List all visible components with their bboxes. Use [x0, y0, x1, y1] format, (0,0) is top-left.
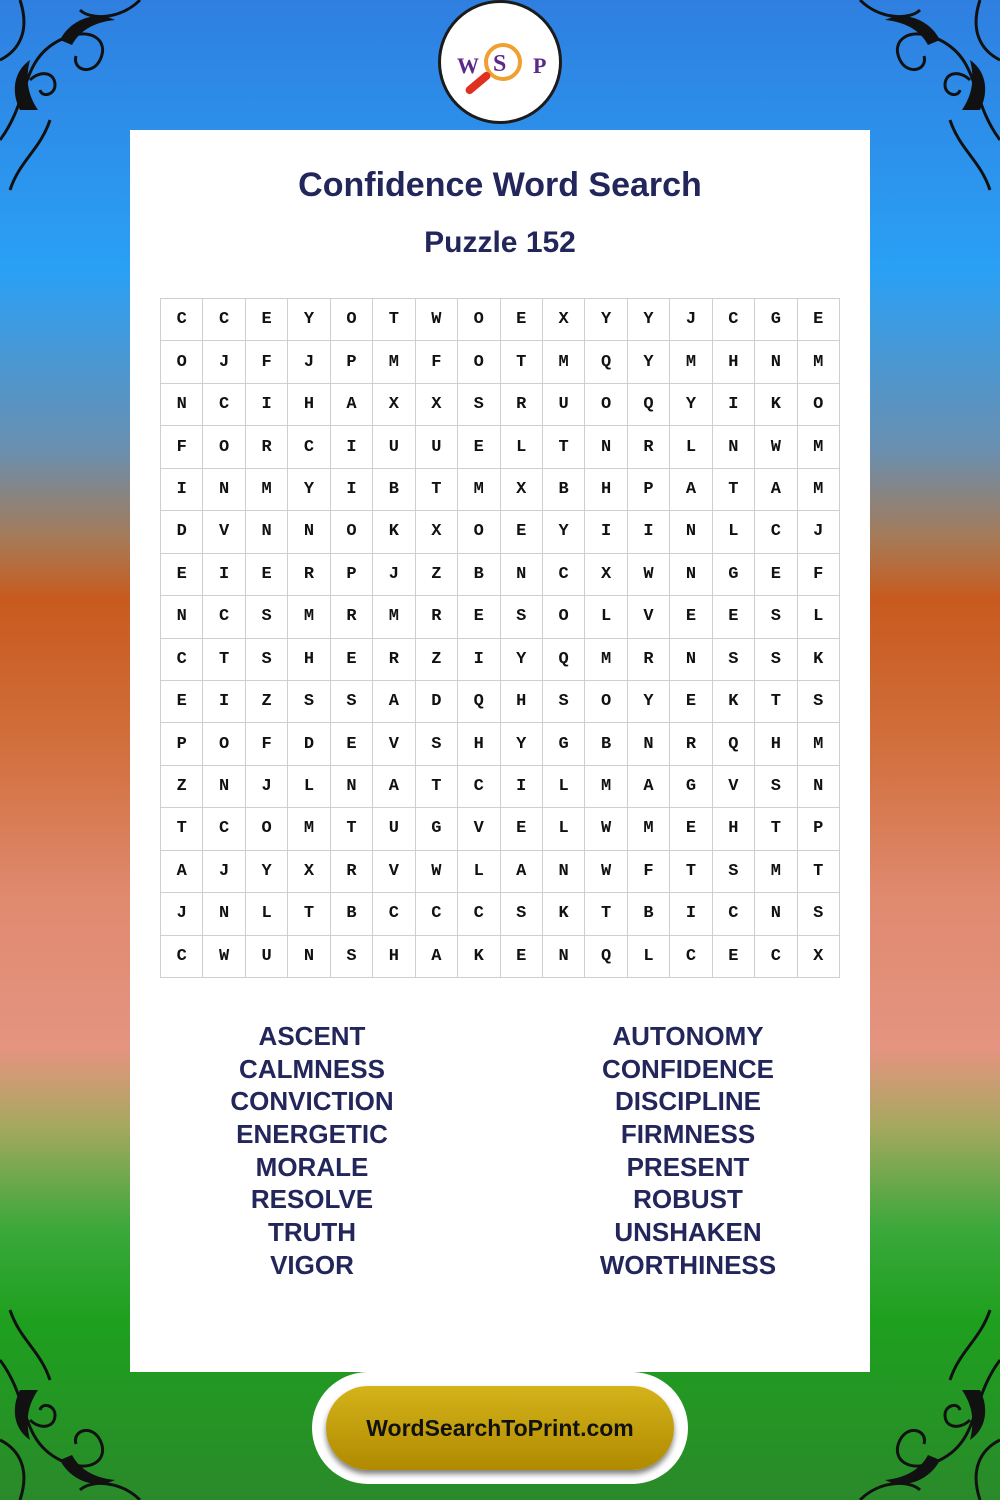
word-item: ROBUST: [633, 1184, 743, 1215]
grid-cell[interactable]: F: [246, 341, 288, 383]
grid-cell[interactable]: E: [501, 299, 543, 341]
grid-cell[interactable]: O: [458, 299, 500, 341]
grid-cell[interactable]: I: [246, 384, 288, 426]
grid-cell[interactable]: N: [755, 893, 797, 935]
grid-cell[interactable]: Y: [501, 639, 543, 681]
grid-cell[interactable]: P: [161, 723, 203, 765]
grid-cell[interactable]: S: [458, 384, 500, 426]
grid-cell[interactable]: P: [628, 469, 670, 511]
grid-cell[interactable]: N: [203, 766, 245, 808]
grid-cell[interactable]: H: [713, 341, 755, 383]
grid-cell[interactable]: S: [713, 851, 755, 893]
grid-cell[interactable]: D: [416, 681, 458, 723]
grid-cell[interactable]: H: [585, 469, 627, 511]
grid-cell[interactable]: Q: [458, 681, 500, 723]
grid-cell[interactable]: I: [203, 681, 245, 723]
word-item: CALMNESS: [239, 1053, 385, 1084]
grid-cell[interactable]: S: [246, 639, 288, 681]
grid-cell[interactable]: M: [246, 469, 288, 511]
grid-cell[interactable]: T: [416, 766, 458, 808]
grid-cell[interactable]: N: [203, 469, 245, 511]
grid-cell[interactable]: R: [416, 596, 458, 638]
grid-cell[interactable]: L: [501, 426, 543, 468]
grid-cell[interactable]: W: [585, 851, 627, 893]
word-item: PRESENT: [626, 1151, 750, 1182]
grid-cell[interactable]: M: [798, 723, 840, 765]
grid-cell[interactable]: T: [161, 808, 203, 850]
grid-cell[interactable]: R: [670, 723, 712, 765]
logo-letter-s: S: [493, 51, 507, 77]
grid-cell[interactable]: F: [416, 341, 458, 383]
grid-cell[interactable]: I: [331, 469, 373, 511]
grid-cell[interactable]: V: [203, 511, 245, 553]
grid-cell[interactable]: M: [288, 808, 330, 850]
grid-cell[interactable]: E: [755, 554, 797, 596]
grid-cell[interactable]: P: [331, 341, 373, 383]
grid-cell[interactable]: H: [288, 384, 330, 426]
grid-cell[interactable]: Y: [628, 299, 670, 341]
grid-cell[interactable]: I: [501, 766, 543, 808]
grid-cell[interactable]: M: [628, 808, 670, 850]
grid-cell[interactable]: B: [373, 469, 415, 511]
grid-cell[interactable]: C: [161, 936, 203, 978]
grid-cell[interactable]: K: [373, 511, 415, 553]
grid-cell[interactable]: I: [458, 639, 500, 681]
puzzle-sheet: [130, 130, 870, 1372]
logo-letter-p: P: [533, 53, 547, 78]
grid-cell[interactable]: L: [543, 766, 585, 808]
grid-cell[interactable]: H: [755, 723, 797, 765]
grid-cell[interactable]: T: [798, 851, 840, 893]
grid-cell[interactable]: W: [416, 299, 458, 341]
grid-cell[interactable]: E: [713, 936, 755, 978]
site-badge: [312, 1372, 688, 1484]
grid-cell[interactable]: Y: [628, 681, 670, 723]
grid-cell[interactable]: E: [161, 554, 203, 596]
grid-cell[interactable]: N: [246, 511, 288, 553]
grid-cell[interactable]: N: [331, 766, 373, 808]
grid-cell[interactable]: E: [798, 299, 840, 341]
word-item: CONVICTION: [230, 1086, 394, 1117]
grid-cell[interactable]: O: [458, 511, 500, 553]
grid-cell[interactable]: M: [288, 596, 330, 638]
grid-cell[interactable]: S: [501, 893, 543, 935]
grid-cell[interactable]: J: [798, 511, 840, 553]
grid-cell[interactable]: E: [501, 936, 543, 978]
grid-cell[interactable]: S: [755, 639, 797, 681]
grid-cell[interactable]: I: [713, 384, 755, 426]
grid-cell[interactable]: Z: [246, 681, 288, 723]
grid-cell[interactable]: W: [416, 851, 458, 893]
grid-cell[interactable]: Z: [416, 554, 458, 596]
grid-cell[interactable]: K: [543, 893, 585, 935]
grid-cell[interactable]: R: [288, 554, 330, 596]
grid-cell[interactable]: R: [331, 851, 373, 893]
grid-cell[interactable]: K: [798, 639, 840, 681]
grid-cell[interactable]: G: [543, 723, 585, 765]
grid-cell[interactable]: B: [331, 893, 373, 935]
grid-cell[interactable]: N: [670, 511, 712, 553]
grid-cell[interactable]: N: [161, 384, 203, 426]
grid-cell[interactable]: S: [416, 723, 458, 765]
grid-cell[interactable]: M: [373, 341, 415, 383]
grid-cell[interactable]: L: [670, 426, 712, 468]
grid-cell[interactable]: X: [373, 384, 415, 426]
grid-cell[interactable]: L: [246, 893, 288, 935]
grid-cell[interactable]: O: [798, 384, 840, 426]
grid-cell[interactable]: S: [798, 893, 840, 935]
grid-cell[interactable]: O: [331, 511, 373, 553]
grid-cell[interactable]: J: [203, 851, 245, 893]
grid-cell[interactable]: V: [713, 766, 755, 808]
grid-cell[interactable]: C: [161, 639, 203, 681]
grid-cell[interactable]: N: [798, 766, 840, 808]
grid-cell[interactable]: C: [755, 511, 797, 553]
grid-cell[interactable]: B: [585, 723, 627, 765]
grid-cell[interactable]: A: [755, 469, 797, 511]
grid-cell[interactable]: Y: [288, 299, 330, 341]
grid-cell[interactable]: X: [288, 851, 330, 893]
grid-cell[interactable]: K: [713, 681, 755, 723]
grid-cell[interactable]: N: [670, 554, 712, 596]
grid-cell[interactable]: N: [670, 639, 712, 681]
grid-cell[interactable]: Y: [288, 469, 330, 511]
grid-cell[interactable]: D: [161, 511, 203, 553]
grid-cell[interactable]: M: [755, 851, 797, 893]
grid-cell[interactable]: F: [628, 851, 670, 893]
grid-cell[interactable]: V: [373, 851, 415, 893]
grid-cell[interactable]: N: [288, 511, 330, 553]
grid-cell[interactable]: T: [670, 851, 712, 893]
grid-cell[interactable]: X: [501, 469, 543, 511]
grid-cell[interactable]: R: [501, 384, 543, 426]
grid-cell[interactable]: X: [416, 384, 458, 426]
grid-cell[interactable]: T: [288, 893, 330, 935]
grid-cell[interactable]: O: [331, 299, 373, 341]
grid-cell[interactable]: T: [755, 681, 797, 723]
site-link-button[interactable]: WordSearchToPrint.com: [326, 1386, 674, 1470]
grid-cell[interactable]: A: [331, 384, 373, 426]
grid-cell[interactable]: D: [288, 723, 330, 765]
grid-cell[interactable]: Z: [161, 766, 203, 808]
grid-cell[interactable]: I: [670, 893, 712, 935]
word-item: WORTHINESS: [599, 1249, 777, 1280]
grid-cell[interactable]: X: [543, 299, 585, 341]
grid-cell[interactable]: T: [203, 639, 245, 681]
grid-cell[interactable]: O: [458, 341, 500, 383]
grid-cell[interactable]: W: [755, 426, 797, 468]
grid-cell[interactable]: E: [670, 596, 712, 638]
grid-cell[interactable]: Y: [585, 299, 627, 341]
grid-cell[interactable]: Q: [713, 723, 755, 765]
word-item: TRUTH: [267, 1217, 357, 1248]
grid-cell[interactable]: N: [288, 936, 330, 978]
grid-cell[interactable]: S: [755, 596, 797, 638]
grid-cell[interactable]: U: [246, 936, 288, 978]
grid-cell[interactable]: L: [713, 511, 755, 553]
grid-cell[interactable]: P: [798, 808, 840, 850]
grid-cell[interactable]: G: [713, 554, 755, 596]
grid-cell[interactable]: N: [585, 426, 627, 468]
grid-cell[interactable]: E: [161, 681, 203, 723]
grid-cell[interactable]: W: [628, 554, 670, 596]
grid-cell[interactable]: C: [373, 893, 415, 935]
grid-cell[interactable]: S: [755, 766, 797, 808]
grid-cell[interactable]: Q: [585, 341, 627, 383]
grid-cell[interactable]: N: [203, 893, 245, 935]
word-item: AUTONOMY: [612, 1021, 764, 1051]
grid-cell[interactable]: I: [203, 554, 245, 596]
grid-cell[interactable]: C: [458, 766, 500, 808]
word-item: ASCENT: [258, 1021, 366, 1051]
grid-cell[interactable]: I: [331, 426, 373, 468]
grid-cell[interactable]: O: [585, 681, 627, 723]
grid-cell[interactable]: L: [543, 808, 585, 850]
grid-cell[interactable]: G: [670, 766, 712, 808]
word-item: RESOLVE: [250, 1184, 374, 1215]
grid-cell[interactable]: M: [373, 596, 415, 638]
grid-cell[interactable]: T: [501, 341, 543, 383]
word-item: CONFIDENCE: [602, 1053, 774, 1084]
grid-cell[interactable]: M: [585, 766, 627, 808]
grid-cell[interactable]: Z: [416, 639, 458, 681]
grid-cell[interactable]: B: [543, 469, 585, 511]
grid-cell[interactable]: M: [670, 341, 712, 383]
letter-grid: [160, 298, 840, 978]
grid-cell[interactable]: Q: [543, 639, 585, 681]
grid-cell[interactable]: C: [203, 384, 245, 426]
grid-cell[interactable]: S: [798, 681, 840, 723]
grid-cell[interactable]: C: [416, 893, 458, 935]
grid-cell[interactable]: J: [288, 341, 330, 383]
grid-cell[interactable]: K: [755, 384, 797, 426]
grid-cell[interactable]: E: [670, 681, 712, 723]
grid-cell[interactable]: M: [543, 341, 585, 383]
grid-cell[interactable]: S: [331, 681, 373, 723]
grid-cell[interactable]: S: [501, 596, 543, 638]
grid-cell[interactable]: T: [755, 808, 797, 850]
grid-cell[interactable]: C: [713, 299, 755, 341]
grid-cell[interactable]: K: [458, 936, 500, 978]
grid-cell[interactable]: N: [755, 341, 797, 383]
grid-cell[interactable]: U: [416, 426, 458, 468]
grid-cell[interactable]: E: [501, 808, 543, 850]
word-item: MORALE: [255, 1151, 369, 1182]
grid-cell[interactable]: N: [628, 723, 670, 765]
grid-cell[interactable]: R: [628, 426, 670, 468]
grid-cell[interactable]: M: [798, 341, 840, 383]
grid-cell[interactable]: U: [373, 808, 415, 850]
grid-cell[interactable]: C: [670, 936, 712, 978]
grid-cell[interactable]: R: [628, 639, 670, 681]
grid-cell[interactable]: I: [628, 511, 670, 553]
grid-cell[interactable]: X: [416, 511, 458, 553]
word-item: VIGOR: [270, 1249, 354, 1280]
logo-letter-w: W: [457, 53, 479, 78]
grid-cell[interactable]: N: [501, 554, 543, 596]
page-title: Confidence Word Search: [298, 166, 702, 204]
puzzle-number: Puzzle 152: [424, 226, 576, 259]
grid-cell[interactable]: Q: [585, 936, 627, 978]
grid-cell[interactable]: Y: [246, 851, 288, 893]
grid-cell[interactable]: H: [458, 723, 500, 765]
grid-cell[interactable]: S: [246, 596, 288, 638]
grid-cell[interactable]: M: [798, 469, 840, 511]
grid-cell[interactable]: C: [755, 936, 797, 978]
grid-cell[interactable]: E: [458, 426, 500, 468]
grid-cell[interactable]: W: [585, 808, 627, 850]
grid-cell[interactable]: C: [203, 299, 245, 341]
grid-cell[interactable]: V: [458, 808, 500, 850]
grid-cell[interactable]: X: [798, 936, 840, 978]
grid-cell[interactable]: X: [585, 554, 627, 596]
grid-cell[interactable]: E: [713, 596, 755, 638]
grid-cell[interactable]: L: [458, 851, 500, 893]
grid-cell[interactable]: E: [501, 511, 543, 553]
grid-cell[interactable]: H: [373, 936, 415, 978]
grid-cell[interactable]: H: [713, 808, 755, 850]
grid-cell[interactable]: S: [713, 639, 755, 681]
grid-cell[interactable]: A: [628, 766, 670, 808]
grid-cell[interactable]: Q: [628, 384, 670, 426]
grid-cell[interactable]: O: [203, 426, 245, 468]
grid-cell[interactable]: O: [585, 384, 627, 426]
grid-cell[interactable]: V: [628, 596, 670, 638]
grid-cell[interactable]: A: [416, 936, 458, 978]
grid-cell[interactable]: N: [543, 851, 585, 893]
grid-cell[interactable]: I: [161, 469, 203, 511]
grid-cell[interactable]: J: [670, 299, 712, 341]
grid-cell[interactable]: U: [543, 384, 585, 426]
grid-cell[interactable]: Y: [670, 384, 712, 426]
grid-cell[interactable]: C: [203, 596, 245, 638]
grid-cell[interactable]: C: [288, 426, 330, 468]
grid-cell[interactable]: E: [670, 808, 712, 850]
grid-cell[interactable]: E: [458, 596, 500, 638]
grid-cell[interactable]: R: [373, 639, 415, 681]
grid-cell[interactable]: P: [331, 554, 373, 596]
grid-cell[interactable]: O: [246, 808, 288, 850]
grid-cell[interactable]: O: [203, 723, 245, 765]
grid-cell[interactable]: A: [501, 851, 543, 893]
grid-cell[interactable]: C: [161, 299, 203, 341]
grid-cell[interactable]: S: [543, 681, 585, 723]
word-item: DISCIPLINE: [615, 1086, 761, 1117]
grid-cell[interactable]: L: [798, 596, 840, 638]
grid-cell[interactable]: A: [373, 766, 415, 808]
grid-cell[interactable]: M: [798, 426, 840, 468]
grid-cell[interactable]: N: [713, 426, 755, 468]
grid-cell[interactable]: I: [585, 511, 627, 553]
grid-cell[interactable]: L: [585, 596, 627, 638]
grid-cell[interactable]: R: [331, 596, 373, 638]
grid-cell[interactable]: L: [628, 936, 670, 978]
word-item: ENERGETIC: [236, 1119, 388, 1150]
word-item: FIRMNESS: [620, 1119, 756, 1150]
grid-cell[interactable]: E: [331, 639, 373, 681]
grid-cell[interactable]: H: [288, 639, 330, 681]
grid-cell[interactable]: N: [543, 936, 585, 978]
grid-cell[interactable]: E: [331, 723, 373, 765]
grid-cell[interactable]: J: [203, 341, 245, 383]
grid-cell[interactable]: B: [628, 893, 670, 935]
grid-cell[interactable]: E: [246, 554, 288, 596]
grid-cell[interactable]: T: [331, 808, 373, 850]
grid-cell[interactable]: W: [203, 936, 245, 978]
grid-cell[interactable]: E: [246, 299, 288, 341]
grid-cell[interactable]: J: [161, 893, 203, 935]
grid-cell[interactable]: A: [670, 469, 712, 511]
grid-cell[interactable]: Y: [628, 341, 670, 383]
grid-cell[interactable]: H: [501, 681, 543, 723]
grid-cell[interactable]: M: [458, 469, 500, 511]
word-item: UNSHAKEN: [614, 1217, 762, 1248]
grid-cell[interactable]: U: [373, 426, 415, 468]
grid-cell[interactable]: V: [373, 723, 415, 765]
grid-cell[interactable]: C: [713, 893, 755, 935]
grid-cell[interactable]: Y: [501, 723, 543, 765]
grid-cell[interactable]: A: [373, 681, 415, 723]
grid-cell[interactable]: O: [161, 341, 203, 383]
grid-cell[interactable]: R: [246, 426, 288, 468]
grid-cell[interactable]: F: [798, 554, 840, 596]
grid-cell[interactable]: C: [543, 554, 585, 596]
grid-cell[interactable]: F: [161, 426, 203, 468]
grid-cell[interactable]: F: [246, 723, 288, 765]
grid-cell[interactable]: T: [416, 469, 458, 511]
grid-cell[interactable]: L: [288, 766, 330, 808]
grid-cell[interactable]: T: [713, 469, 755, 511]
grid-cell[interactable]: S: [288, 681, 330, 723]
grid-cell[interactable]: A: [161, 851, 203, 893]
grid-cell[interactable]: J: [246, 766, 288, 808]
word-list-left: [152, 1020, 472, 1282]
grid-cell[interactable]: Y: [543, 511, 585, 553]
grid-cell[interactable]: M: [585, 639, 627, 681]
grid-cell[interactable]: G: [416, 808, 458, 850]
grid-cell[interactable]: T: [543, 426, 585, 468]
word-list-right: [528, 1020, 848, 1282]
grid-cell[interactable]: G: [755, 299, 797, 341]
grid-cell[interactable]: T: [585, 893, 627, 935]
grid-cell[interactable]: C: [203, 808, 245, 850]
grid-cell[interactable]: T: [373, 299, 415, 341]
grid-cell[interactable]: C: [458, 893, 500, 935]
grid-cell[interactable]: S: [331, 936, 373, 978]
grid-cell[interactable]: J: [373, 554, 415, 596]
grid-cell[interactable]: B: [458, 554, 500, 596]
magnifier-logo-icon[interactable]: [438, 0, 562, 124]
grid-cell[interactable]: N: [161, 596, 203, 638]
grid-cell[interactable]: O: [543, 596, 585, 638]
